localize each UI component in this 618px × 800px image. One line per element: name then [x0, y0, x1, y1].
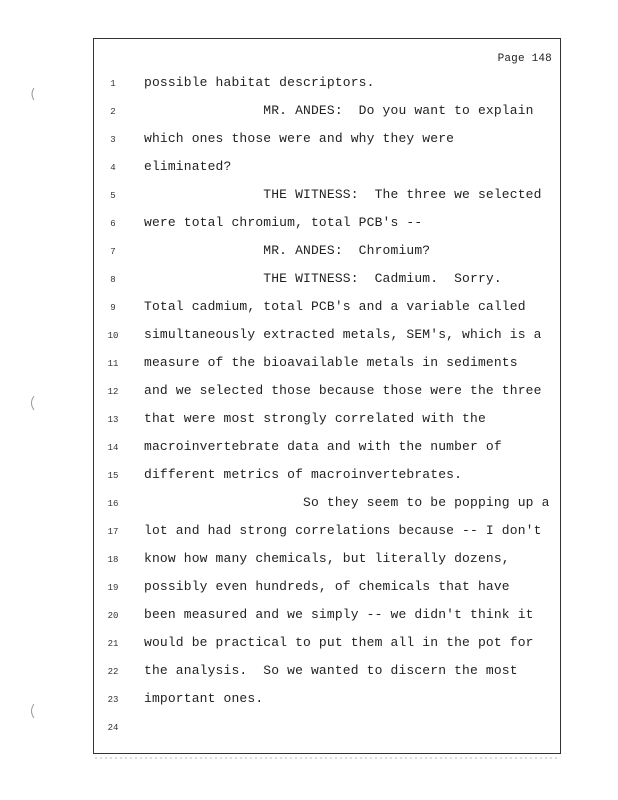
line-text: that were most strongly correlated with the — [144, 411, 486, 426]
line-number: 11 — [107, 359, 119, 369]
line-number: 3 — [110, 135, 116, 145]
transcript-line — [94, 299, 560, 319]
line-number: 17 — [107, 527, 119, 537]
line-text: were total chromium, total PCB's -- — [144, 215, 423, 230]
transcript-line — [94, 635, 560, 655]
line-text: know how many chemicals, but literally dozens, — [144, 551, 510, 566]
transcript-line — [94, 355, 560, 375]
line-text: important ones. — [144, 691, 264, 706]
line-number: 21 — [107, 639, 119, 649]
transcript-line — [94, 495, 560, 515]
line-text: eliminated? — [144, 159, 232, 174]
line-number: 5 — [110, 191, 116, 201]
line-number: 12 — [107, 387, 119, 397]
line-text: MR. ANDES: Do you want to explain — [144, 103, 534, 118]
line-number: 13 — [107, 415, 119, 425]
line-number: 19 — [107, 583, 119, 593]
line-number: 8 — [110, 275, 116, 285]
line-text: the analysis. So we wanted to discern the most — [144, 663, 518, 678]
line-text: simultaneously extracted metals, SEM's, which is a — [144, 327, 542, 342]
line-text: measure of the bioavailable metals in sediments — [144, 355, 518, 370]
line-number: 20 — [107, 611, 119, 621]
transcript-line — [94, 467, 560, 487]
line-text: which ones those were and why they were — [144, 131, 455, 146]
line-text: possibly even hundreds, of chemicals that have — [144, 579, 510, 594]
page-number: Page 148 — [497, 53, 552, 65]
line-number: 18 — [107, 555, 119, 565]
transcript-line — [94, 75, 560, 95]
line-number: 15 — [107, 471, 119, 481]
line-number: 23 — [107, 695, 119, 705]
transcript-line — [94, 411, 560, 431]
line-number: 6 — [110, 219, 116, 229]
line-text: So they seem to be popping up a — [144, 495, 550, 510]
transcript-line — [94, 271, 560, 291]
line-number: 14 — [107, 443, 119, 453]
line-text: and we selected those because those were the three — [144, 383, 542, 398]
line-text: possible habitat descriptors. — [144, 75, 375, 90]
transcript-line — [94, 607, 560, 627]
transcript-line — [94, 103, 560, 123]
line-number: 4 — [110, 163, 116, 173]
line-number: 16 — [107, 499, 119, 509]
line-number: 10 — [107, 331, 119, 341]
line-number: 24 — [107, 723, 119, 733]
transcript-line — [94, 439, 560, 459]
line-text: macroinvertebrate data and with the number of — [144, 439, 502, 454]
line-number: 9 — [110, 303, 116, 313]
transcript-line — [94, 327, 560, 347]
line-text: lot and had strong correlations because -- I don't — [144, 523, 542, 538]
transcript-line — [94, 579, 560, 599]
transcript-line — [94, 215, 560, 235]
line-text: THE WITNESS: The three we selected — [144, 187, 542, 202]
line-text: would be practical to put them all in the pot for — [144, 635, 534, 650]
transcript-line — [94, 523, 560, 543]
transcript-line — [94, 551, 560, 571]
transcript-line — [94, 131, 560, 151]
line-text: Total cadmium, total PCB's and a variable called — [144, 299, 526, 314]
line-number: 7 — [110, 247, 116, 257]
line-text: different metrics of macroinvertebrates. — [144, 467, 463, 482]
line-number: 1 — [110, 79, 116, 89]
transcript-line — [94, 383, 560, 403]
transcript-line — [94, 187, 560, 207]
line-number: 2 — [110, 107, 116, 117]
line-number: 22 — [107, 667, 119, 677]
transcript-line — [94, 719, 560, 739]
line-text: been measured and we simply -- we didn't think it — [144, 607, 534, 622]
line-text: MR. ANDES: Chromium? — [144, 243, 431, 258]
transcript-line — [94, 159, 560, 179]
transcript-line — [94, 663, 560, 683]
transcript-line — [94, 243, 560, 263]
transcript-page — [93, 38, 561, 754]
transcript-line — [94, 691, 560, 711]
line-text: THE WITNESS: Cadmium. Sorry. — [144, 271, 502, 286]
